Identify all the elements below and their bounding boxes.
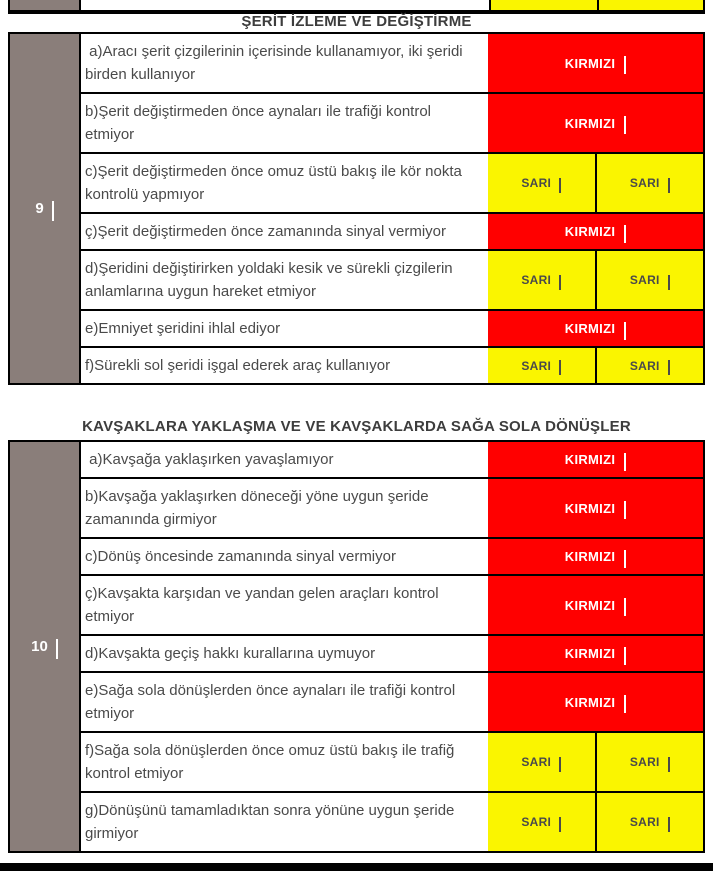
verdict-label: SARI xyxy=(521,755,552,769)
verdict-area xyxy=(488,733,703,791)
criterion-text: d)Kavşakta geçiş hakkı kurallarına uymuyor xyxy=(85,645,376,662)
verdict-area xyxy=(488,94,703,152)
verdict-area xyxy=(488,793,703,851)
verdict-area xyxy=(488,154,703,212)
criterion-text: e)Sağa sola dönüşlerden önce aynaları ile trafiği kontrol etmiyor xyxy=(85,682,460,722)
verdict-cell-yellow[interactable] xyxy=(488,154,595,212)
criterion-row xyxy=(81,479,703,539)
verdict-label: SARI xyxy=(521,176,552,190)
section-number: 10 xyxy=(31,638,48,655)
verdict-area xyxy=(488,311,703,346)
verdict-cell-yellow[interactable] xyxy=(595,251,704,309)
verdict-cell-red[interactable] xyxy=(488,442,703,477)
fragment-description-cell xyxy=(79,0,489,10)
verdict-area xyxy=(488,442,703,477)
verdict-label: KIRMIZI xyxy=(564,549,616,564)
verdict-label: KIRMIZI xyxy=(564,694,616,710)
criterion-row xyxy=(81,154,703,214)
verdict-label: KIRMIZI xyxy=(564,224,616,239)
text-cursor-icon xyxy=(559,817,561,832)
text-cursor-icon xyxy=(624,116,626,134)
section-title-intersections: KAVŞAKLARA YAKLAŞMA VE VE KAVŞAKLARDA SAĞA SOLA DÖNÜŞLER xyxy=(82,418,631,435)
section-number-cell[interactable] xyxy=(10,34,81,383)
text-cursor-icon xyxy=(52,201,54,221)
section-number-cell[interactable] xyxy=(10,442,81,851)
verdict-label: SARI xyxy=(629,755,660,769)
verdict-label: KIRMIZI xyxy=(564,646,616,661)
criterion-text: f)Sürekli sol şeridi işgal ederek araç kullanıyor xyxy=(85,357,391,374)
criterion-text: g)Dönüşünü tamamladıktan sonra yönüne uygun şeride girmiyor xyxy=(85,802,459,842)
verdict-area xyxy=(488,673,703,731)
verdict-cell-red[interactable] xyxy=(488,311,703,346)
text-cursor-icon xyxy=(668,360,670,375)
criterion-text: c)Şerit değiştirmeden önce omuz üstü bakış ile kör nokta kontrolü yapmıyor xyxy=(85,163,467,203)
criterion-text: b)Şerit değiştirmeden önce aynaları ile trafiği kontrol etmiyor xyxy=(85,103,436,143)
verdict-cell-red[interactable] xyxy=(488,673,703,731)
criterion-row xyxy=(81,34,703,94)
text-cursor-icon xyxy=(668,178,670,193)
criterion-text: f)Sağa sola dönüşlerden önce omuz üstü bakış ile trafiğ kontrol etmiyor xyxy=(85,742,459,782)
verdict-cell-red[interactable] xyxy=(488,214,703,249)
criterion-row xyxy=(81,793,703,851)
text-cursor-icon xyxy=(668,817,670,832)
criterion-row xyxy=(81,442,703,479)
fragment-yellow-cell xyxy=(597,0,705,10)
verdict-cell-yellow[interactable] xyxy=(595,733,704,791)
text-cursor-icon xyxy=(624,453,626,471)
verdict-label: SARI xyxy=(629,358,660,373)
verdict-cell-yellow[interactable] xyxy=(488,793,595,851)
criterion-row xyxy=(81,636,703,673)
previous-table-fragment xyxy=(8,0,705,14)
criterion-text: ç)Şerit değiştirmeden önce zamanında sinyal vermiyor xyxy=(85,223,446,240)
text-cursor-icon xyxy=(668,757,670,772)
verdict-cell-red[interactable] xyxy=(488,576,703,634)
criterion-row xyxy=(81,673,703,733)
text-cursor-icon xyxy=(624,225,626,243)
verdict-area xyxy=(488,636,703,671)
criterion-row xyxy=(81,733,703,793)
criterion-text: ç)Kavşakta karşıdan ve yandan gelen araçları kontrol etmiyor xyxy=(85,585,443,625)
criterion-row xyxy=(81,214,703,251)
verdict-label: SARI xyxy=(629,273,660,287)
verdict-area xyxy=(488,479,703,537)
text-cursor-icon xyxy=(624,56,626,74)
criterion-row xyxy=(81,348,703,383)
criterion-text: a)Kavşağa yaklaşırken yavaşlamıyor xyxy=(85,451,334,468)
text-cursor-icon xyxy=(668,275,670,290)
criterion-row xyxy=(81,94,703,154)
criterion-text: b)Kavşağa yaklaşırken döneceği yöne uygun şeride zamanında girmiyor xyxy=(85,488,433,528)
verdict-cell-yellow[interactable] xyxy=(488,733,595,791)
verdict-label: KIRMIZI xyxy=(564,115,616,131)
verdict-label: KIRMIZI xyxy=(564,321,616,336)
verdict-cell-yellow[interactable] xyxy=(595,348,704,383)
verdict-label: SARI xyxy=(521,815,552,829)
text-cursor-icon xyxy=(559,178,561,193)
verdict-area xyxy=(488,539,703,574)
text-cursor-icon xyxy=(624,647,626,665)
text-cursor-icon xyxy=(624,501,626,519)
fragment-number-cell xyxy=(8,0,79,10)
verdict-label: KIRMIZI xyxy=(564,55,616,71)
verdict-cell-red[interactable] xyxy=(488,636,703,671)
verdict-area xyxy=(488,251,703,309)
criterion-text: e)Emniyet şeridini ihlal ediyor xyxy=(85,320,281,337)
text-cursor-icon xyxy=(56,639,58,659)
criterion-row xyxy=(81,311,703,348)
section-9-table xyxy=(8,32,705,385)
text-cursor-icon xyxy=(624,550,626,568)
criterion-row xyxy=(81,539,703,576)
verdict-cell-yellow[interactable] xyxy=(488,251,595,309)
verdict-area xyxy=(488,214,703,249)
criterion-text: d)Şeridini değiştirirken yoldaki kesik ve sürekli çizgilerin anlamlarına uygun hareket etmiyor xyxy=(85,260,457,300)
text-cursor-icon xyxy=(559,275,561,290)
fragment-yellow-cell xyxy=(489,0,597,10)
section-title-lane-keeping: ŞERİT İZLEME VE DEĞİŞTİRME xyxy=(241,13,472,30)
verdict-label: KIRMIZI xyxy=(564,452,616,467)
text-cursor-icon xyxy=(559,757,561,772)
verdict-area xyxy=(488,576,703,634)
verdict-area xyxy=(488,34,703,92)
verdict-cell-yellow[interactable] xyxy=(488,348,595,383)
verdict-cell-red[interactable] xyxy=(488,539,703,574)
text-cursor-icon xyxy=(559,360,561,375)
verdict-cell-yellow[interactable] xyxy=(595,154,704,212)
next-table-top-border xyxy=(0,863,713,871)
verdict-cell-red[interactable] xyxy=(488,479,703,537)
section-number: 9 xyxy=(35,200,44,217)
criterion-text: a)Aracı şerit çizgilerinin içerisinde kullanamıyor, iki şeridi birden kullanıyor xyxy=(85,43,467,83)
verdict-cell-red[interactable] xyxy=(488,94,703,152)
criterion-text: c)Dönüş öncesinde zamanında sinyal vermiyor xyxy=(85,548,396,565)
text-cursor-icon xyxy=(624,598,626,616)
verdict-cell-yellow[interactable] xyxy=(595,793,704,851)
criterion-row xyxy=(81,576,703,636)
verdict-label: SARI xyxy=(521,273,552,287)
text-cursor-icon xyxy=(624,322,626,340)
verdict-label: KIRMIZI xyxy=(564,597,616,613)
verdict-area xyxy=(488,348,703,383)
verdict-cell-red[interactable] xyxy=(488,34,703,92)
text-cursor-icon xyxy=(624,695,626,713)
verdict-label: SARI xyxy=(629,176,660,190)
verdict-label: SARI xyxy=(521,358,552,373)
verdict-label: SARI xyxy=(629,815,660,829)
section-10-table xyxy=(8,440,705,853)
criterion-row xyxy=(81,251,703,311)
verdict-label: KIRMIZI xyxy=(564,500,616,516)
